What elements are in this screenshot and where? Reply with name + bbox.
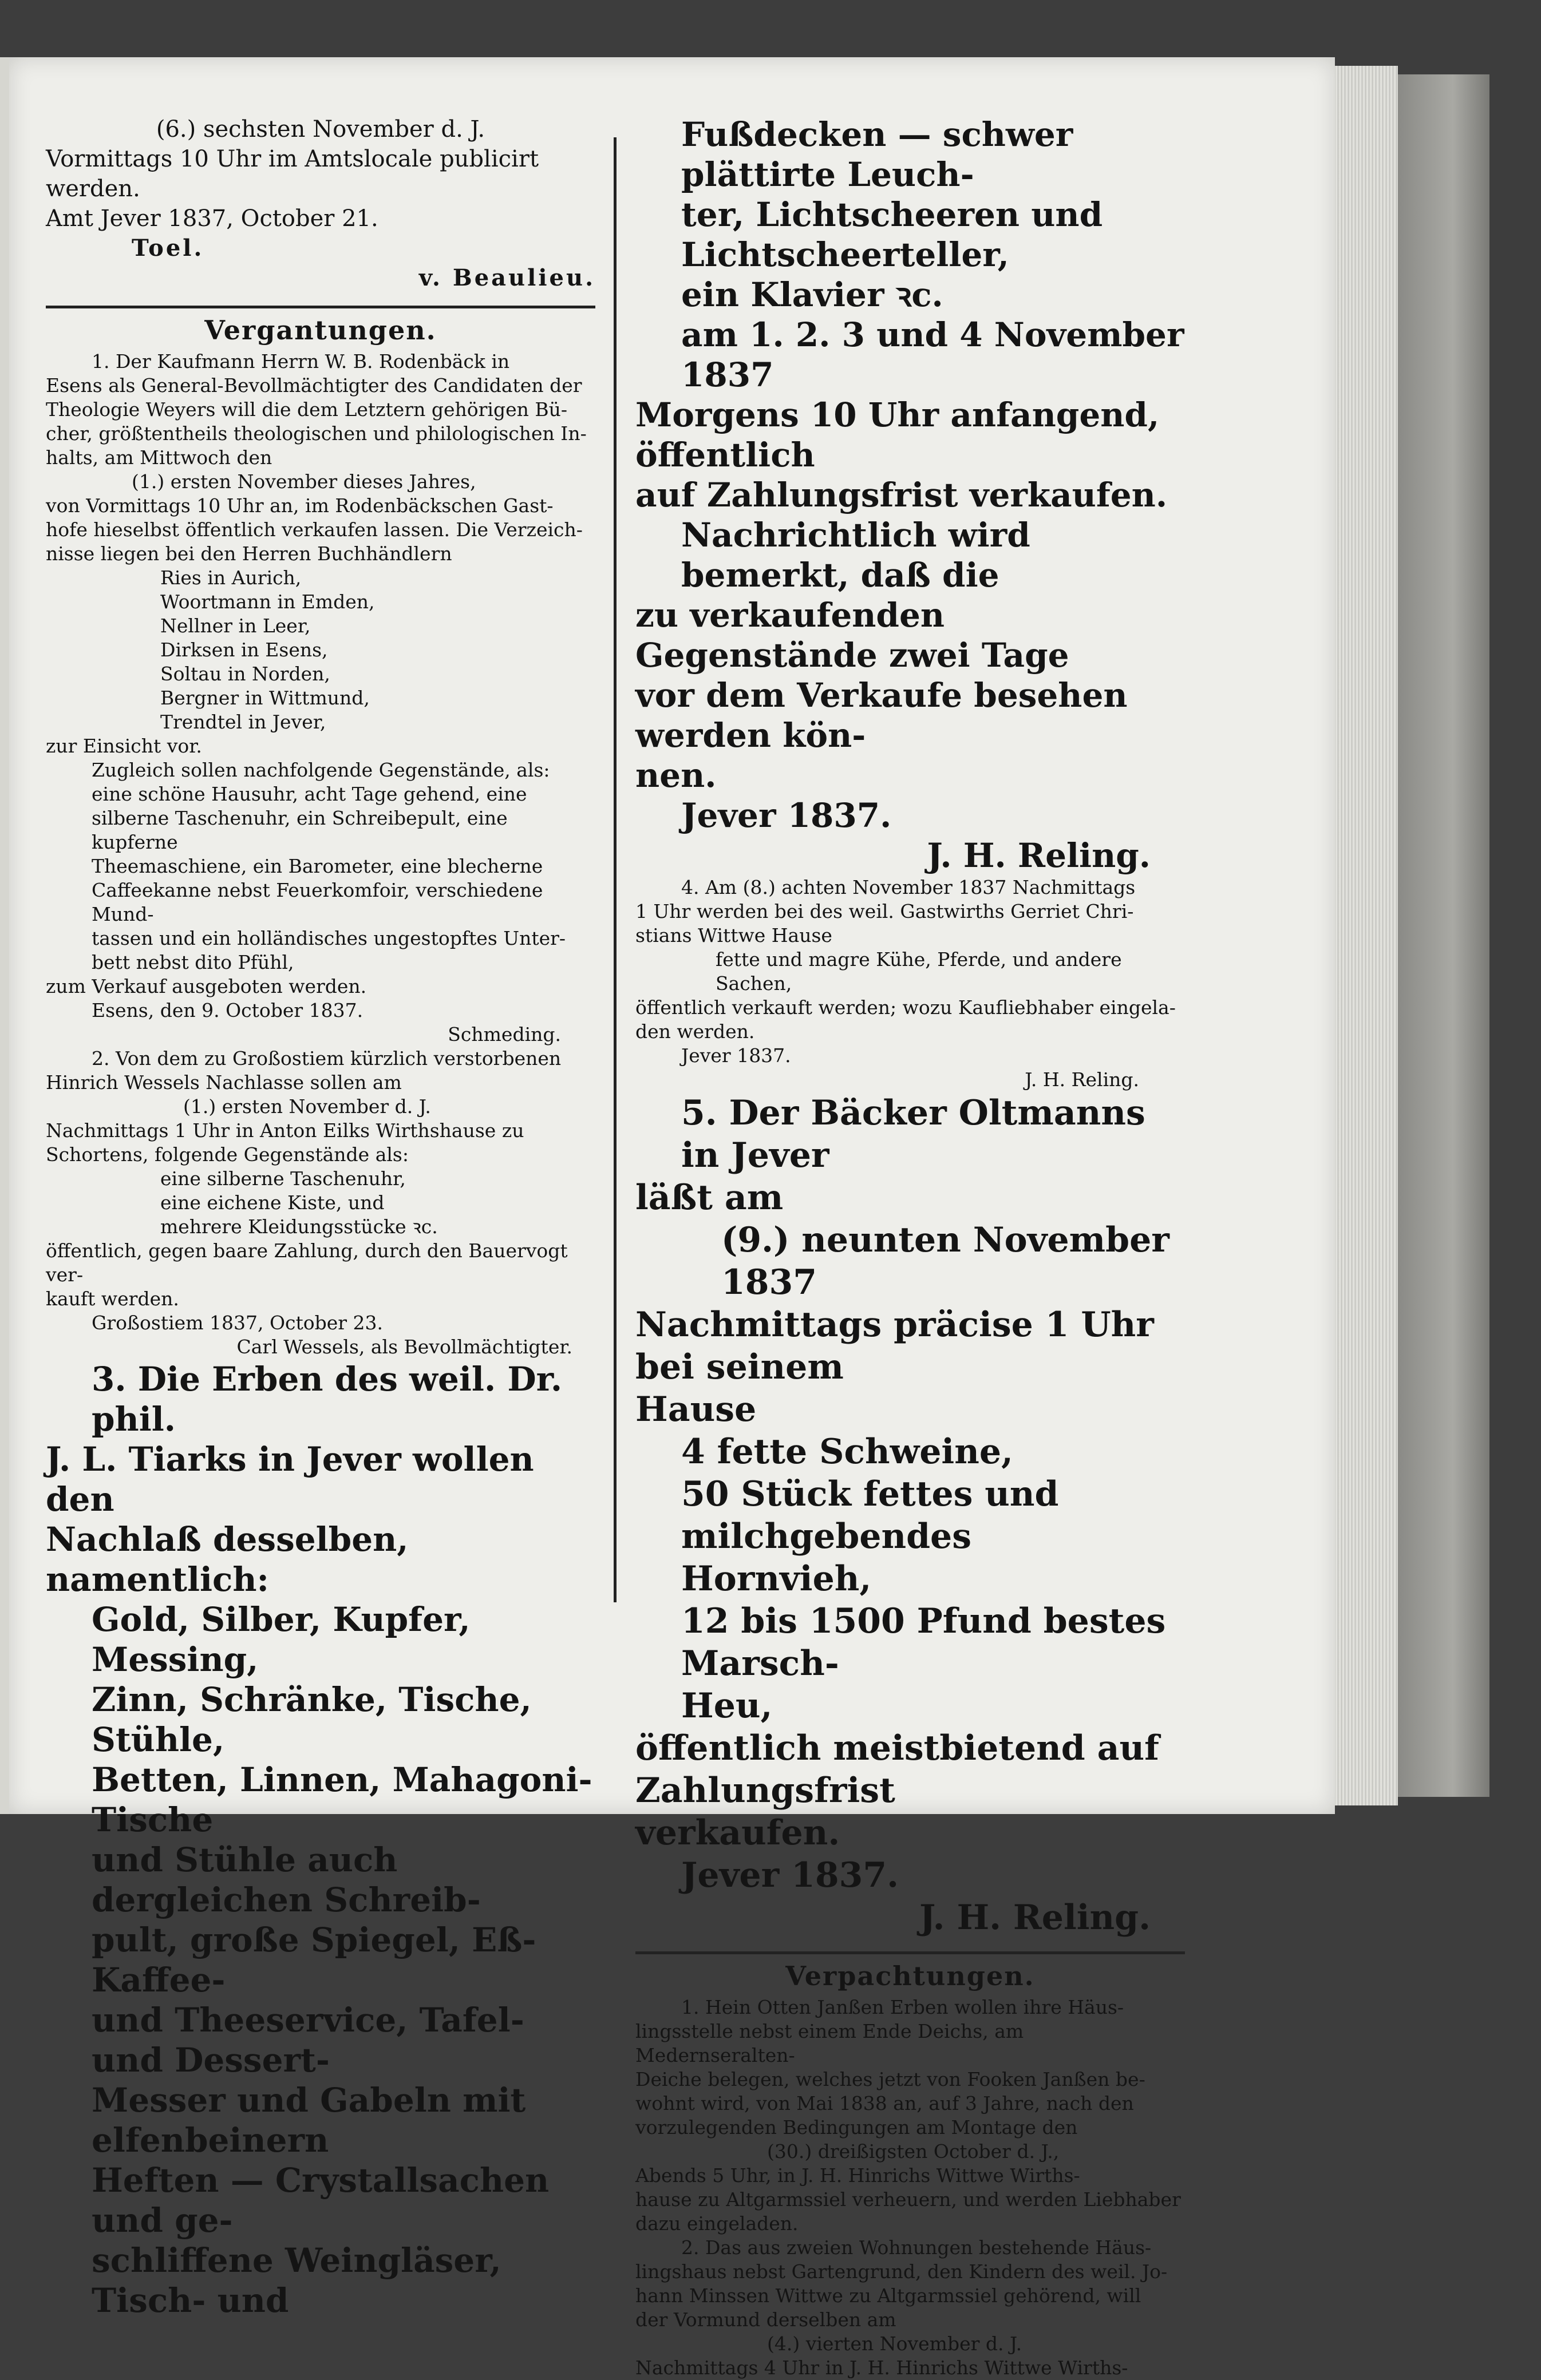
text-line: Jever 1837. (681, 796, 892, 835)
text-line: 4 fette Schweine, (681, 1432, 1013, 1472)
text-line: (6.) sechsten November d. J. (156, 116, 485, 142)
text-line: silberne Taschenuhr, ein Schreibepult, eine kupferne (92, 807, 508, 853)
book-spine-shadow (1398, 74, 1489, 1797)
text-line: Esens als General-Bevollmächtigter des Candidaten der (46, 374, 582, 397)
text-line: vorzulegenden Bedingungen am Montage den (635, 2116, 1078, 2139)
lease-item-2 (635, 2236, 1185, 2380)
text-line: Schortens, folgende Gegenstände als: (46, 1143, 409, 1166)
text-line: zum Verkauf ausgeboten werden. (46, 975, 367, 997)
text-line: nen. (635, 756, 717, 795)
notice-item-3 (46, 1359, 595, 2320)
text-line: Zinn, Schränke, Tische, Stühle, (92, 1680, 532, 1759)
text-line: (9.) neunten November 1837 (721, 1220, 1169, 1302)
bookseller: Woortmann in Emden, (160, 591, 375, 613)
notice-item-2 (46, 1047, 595, 1359)
text-line: öffentlich meistbietend auf Zahlungsfrist (635, 1728, 1159, 1811)
text-line: eine eichene Kiste, und (160, 1191, 385, 1214)
text-line: 50 Stück fettes und milchgebendes (681, 1474, 1059, 1557)
text-line: wohnt wird, von Mai 1838 an, auf 3 Jahre, nach den (635, 2092, 1134, 2114)
text-line: der Vormund derselben am (635, 2308, 896, 2331)
text-line: Theologie Weyers will die dem Letztern gehörigen Bü- (46, 398, 567, 421)
text-line: Abends 5 Uhr, in J. H. Hinrichs Wittwe Wirths- (635, 2164, 1080, 2187)
text-line: verkaufen. (635, 1813, 840, 1853)
text-line: zur Einsicht vor. (46, 735, 202, 757)
text-line: halts, am Mittwoch den (46, 446, 272, 469)
text-line: kauft werden. (46, 1288, 179, 1310)
signature: v. Beaulieu. (418, 264, 595, 291)
signature: Toel. (132, 235, 204, 262)
text-line: ter, Lichtscheeren und Lichtscheerteller, (681, 195, 1103, 274)
text-line: öffentlich, gegen baare Zahlung, durch den Bauervogt ver- (46, 1239, 568, 1286)
notice-item-3-continued (635, 114, 1185, 876)
text-line: und Stühle auch dergleichen Schreib- (92, 1840, 481, 1919)
section-title-verpachtungen: Verpachtungen. (785, 1961, 1035, 1991)
text-line: Hinrich Wessels Nachlasse sollen am (46, 1071, 402, 1094)
text-line: (4.) vierten November d. J. (767, 2333, 1022, 2355)
text-line: Betten, Linnen, Mahagoni-Tische (92, 1760, 592, 1839)
text-line: Esens, den 9. October 1837. (92, 999, 363, 1021)
notice-item-5 (635, 1092, 1185, 1939)
bookseller: Dirksen in Esens, (160, 639, 328, 661)
text-line: pult, große Spiegel, Eß- Kaffee- (92, 1920, 536, 1999)
text-line: (30.) dreißigsten October d. J., (767, 2140, 1060, 2163)
signature: Schmeding. (448, 1023, 561, 1046)
top-notice (46, 114, 595, 293)
left-column (46, 114, 595, 2320)
text-line: Sachen, (716, 972, 792, 995)
text-line: Morgens 10 Uhr anfangend, öffentlich (635, 395, 1160, 474)
bookseller: Bergner in Wittmund, (160, 687, 370, 709)
notice-item-1 (46, 350, 595, 1047)
text-line: Heften — Crystallsachen und ge- (92, 2161, 550, 2240)
text-line: läßt am (635, 1178, 784, 1218)
text-line: (1.) ersten November d. J. (183, 1095, 431, 1118)
section-divider (635, 1951, 1185, 1954)
text-line: ein Klavier ꝛc. (681, 275, 943, 314)
text-line: am 1. 2. 3 und 4 November 1837 (681, 315, 1184, 394)
text-line: tassen und ein holländisches ungestopftes Unter- (92, 927, 566, 949)
text-line: Jever 1837. (681, 1044, 791, 1067)
text-line: den werden. (635, 1020, 755, 1043)
text-line: 5. Der Bäcker Oltmanns in Jever (681, 1093, 1145, 1175)
text-line: 4. Am (8.) achten November 1837 Nachmittags (681, 876, 1136, 898)
text-line: 1. Der Kaufmann Herrn W. B. Rodenbäck in (92, 350, 510, 373)
text-line: hause zu Altgarmssiel verheuern, und werden Liebhaber (635, 2188, 1181, 2211)
text-line: von Vormittags 10 Uhr an, im Rodenbäckschen Gast- (46, 494, 554, 517)
text-line: fette und magre Kühe, Pferde, und andere (716, 948, 1122, 971)
text-line: zu verkaufenden Gegenstände zwei Tage (635, 596, 1069, 675)
lease-item-1 (635, 1995, 1185, 2236)
section-divider (46, 306, 595, 308)
text-line: schliffene Weingläser, Tisch- und (92, 2241, 501, 2320)
text-line: hann Minssen Wittwe zu Altgarmssiel gehörend, will (635, 2284, 1141, 2307)
bookseller: Ries in Aurich, (160, 567, 302, 589)
signature: J. H. Reling. (919, 1898, 1151, 1938)
text-line: Hornvieh, (681, 1559, 872, 1599)
text-line: lingsstelle nebst einem Ende Deichs, am Medernseralten- (635, 2020, 1024, 2066)
text-line: Nachmittags präcise 1 Uhr bei seinem (635, 1305, 1154, 1387)
text-line: bett nebst dito Pfühl, (92, 951, 294, 973)
text-line: Vormittags 10 Uhr im Amtslocale publicirt werden. (46, 146, 539, 202)
text-line: 12 bis 1500 Pfund bestes Marsch- (681, 1601, 1166, 1684)
signature: Carl Wessels, als Bevollmächtigter. (236, 1336, 572, 1358)
text-line: Hause (635, 1389, 757, 1429)
text-line: Theemaschiene, ein Barometer, eine blecherne (92, 855, 543, 877)
text-line: Zugleich sollen nachfolgende Gegenstände, als: (92, 759, 550, 781)
text-line: Nachlaß desselben, namentlich: (46, 1520, 409, 1599)
bookseller: Trendtel in Jever, (160, 711, 326, 733)
text-line: 2. Das aus zweien Wohnungen bestehende Häus- (681, 2236, 1152, 2259)
text-line: Jever 1837. (681, 1855, 899, 1895)
text-line: stians Wittwe Hause (635, 924, 832, 947)
text-line: dazu eingeladen. (635, 2212, 799, 2235)
text-line: Großostiem 1837, October 23. (92, 1312, 384, 1334)
text-line: (1.) ersten November dieses Jahres, (132, 470, 476, 493)
notice-item-4 (635, 876, 1185, 1092)
text-line: Fußdecken — schwer plättirte Leuch- (681, 115, 1073, 194)
text-line: J. L. Tiarks in Jever wollen den (46, 1440, 534, 1519)
text-line: 2. Von dem zu Großostiem kürzlich verstorbenen (92, 1047, 562, 1070)
text-line: eine silberne Taschenuhr, (160, 1167, 406, 1190)
right-column (635, 114, 1185, 2380)
signature: J. H. Reling. (927, 836, 1151, 875)
text-line: Amt Jever 1837, October 21. (46, 205, 378, 232)
text-line: Deiche belegen, welches jetzt von Fooken Janßen be- (635, 2068, 1145, 2090)
text-line: und Theeservice, Tafel- und Dessert- (92, 2001, 524, 2080)
text-line: auf Zahlungsfrist verkaufen. (635, 476, 1168, 514)
text-line: 1 Uhr werden bei des weil. Gastwirths Gerriet Chri- (635, 900, 1134, 922)
text-line: eine schöne Hausuhr, acht Tage gehend, eine (92, 783, 527, 805)
column-divider (614, 137, 617, 1602)
bookseller: Nellner in Leer, (160, 615, 311, 637)
text-line: cher, größtentheils theologischen und philologischen In- (46, 422, 587, 445)
text-line: 1. Hein Otten Janßen Erben wollen ihre Häus- (681, 1996, 1124, 2018)
text-line: Messer und Gabeln mit elfenbeinern (92, 2081, 526, 2160)
text-line: Nachmittags 4 Uhr in J. H. Hinrichs Wittwe Wirths- (635, 2357, 1128, 2379)
facing-page-edge (0, 57, 9, 1814)
text-line: vor dem Verkaufe besehen werden kön- (635, 676, 1128, 755)
text-line: Gold, Silber, Kupfer, Messing, (92, 1600, 471, 1679)
text-line: hofe hieselbst öffentlich verkaufen lassen. Die Verzeich- (46, 518, 583, 541)
page-stack-edge (1335, 66, 1398, 1805)
text-line: Nachrichtlich wird bemerkt, daß die (681, 516, 1030, 595)
text-line: Caffeekanne nebst Feuerkomfoir, verschiedene Mund- (92, 879, 543, 925)
text-line: lingshaus nebst Gartengrund, den Kindern des weil. Jo- (635, 2260, 1168, 2283)
text-line: Heu, (681, 1686, 773, 1726)
text-line: öffentlich verkauft werden; wozu Kaufliebhaber eingela- (635, 996, 1176, 1019)
bookseller: Soltau in Norden, (160, 663, 330, 685)
text-line: nisse liegen bei den Herren Buchhändlern (46, 542, 452, 565)
text-line: mehrere Kleidungsstücke ꝛc. (160, 1215, 438, 1238)
signature: J. H. Reling. (1025, 1068, 1139, 1091)
text-line: Nachmittags 1 Uhr in Anton Eilks Wirthshause zu (46, 1119, 524, 1142)
text-line: 3. Die Erben des weil. Dr. phil. (92, 1360, 563, 1439)
section-title-vergantungen: Vergantungen. (204, 315, 437, 346)
